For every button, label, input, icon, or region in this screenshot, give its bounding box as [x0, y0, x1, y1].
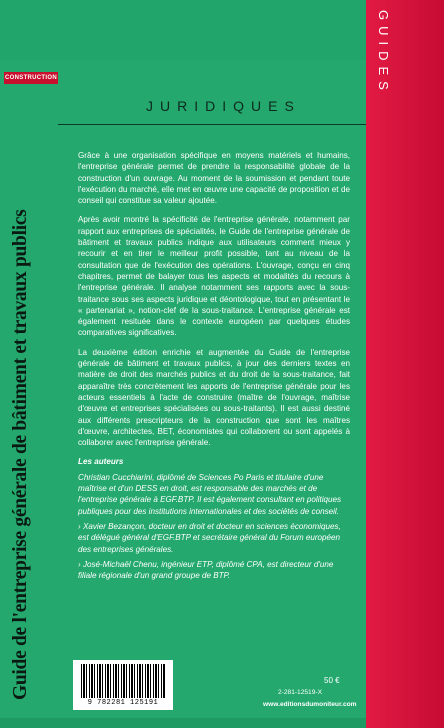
- top-band: [0, 0, 366, 60]
- author-item: › Xavier Bezançon, docteur en droit et docteur en sciences économiques, est délégué général d'EGF.BTP et secrétaire général du Forum européen des entreprises générales.: [78, 521, 341, 554]
- isbn: 2-281-12519-X: [278, 689, 322, 696]
- barcode-bars: [81, 664, 165, 698]
- author-item: › José-Michaël Chenu, ingénieur ETP, diplômé CPA, est directeur d'une filiale régionale d'un grand groupe de BTP.: [78, 559, 334, 581]
- price: 50 €: [324, 676, 340, 685]
- publisher-website: www.editionsdumoniteur.com: [263, 701, 357, 708]
- collection-divider: [58, 124, 366, 125]
- barcode: [73, 660, 173, 710]
- paragraph-overview: Après avoir montré la spécificité de l'entreprise générale, notamment par rapport aux entreprises de spécialités, le Guide de l'entreprise générale de bâtiment et travaux publics indique aux utilisateurs comment mieux y recourir et en tirer le meilleur profit possible, tant au niveau de la consultation que de l'exécution des opérations. L'ouvrage, conçu en cinq chapitres, permet de balayer tous les aspects et modalités du recours à l'entreprise générale. Il analyse notamment ses rapports avec la sous-traitance sous ses aspects juridique et déontologique, tout en présentant le « partenariat », notion-clef de la sous-traitance. L'entreprise générale est également resituée dans le contexte européen par quelques études comparatives significatives.: [78, 215, 350, 338]
- vertical-title-area: [10, 130, 58, 700]
- paragraph-edition: La deuxième édition enrichie et augmentée du Guide de l'entreprise générale de bâtiment et travaux publics, à jour des derniers textes en matière de droit des marchés publics et du droit de la sous-traitance, fait apparaître très concrètement les apports de l'entreprise générale pour les acteurs essentiels à l'acte de construire (maître de l'ouvrage, maîtrise d'œuvre et entreprises spécialisées ou sous-traitants). Il est aussi destiné aux différents prescripteurs de la construction que sont les maîtres d'œuvre, architectes, BET, économistes qui collaborent ou sont appelés à collaborer avec l'entreprise générale.: [78, 347, 350, 448]
- paragraph-intro: Grâce à une organisation spécifique en moyens matériels et humains, l'entreprise générale permet de prendre la responsabilité globale de la construction d'un ouvrage. Au moment de la soumission et pendant toute l'exécution du marché, elle met en œuvre une capacité de proposition et de conseil qui constitue sa valeur ajoutée.: [78, 151, 350, 206]
- category-badge: CONSTRUCTION: [4, 72, 58, 84]
- authors-heading: Les auteurs: [78, 457, 124, 467]
- series-label: GUIDES: [376, 10, 391, 96]
- vertical-title: Guide de l'entreprise générale de bâtiment et travaux publics: [10, 209, 31, 700]
- back-cover-text: [78, 150, 350, 585]
- barcode-number: 9 782281 125191: [87, 699, 159, 707]
- collection-name: JURIDIQUES: [146, 98, 301, 114]
- bottom-band: [0, 718, 366, 728]
- author-item: Christian Cucchiarini, diplômé de Sciences Po Paris et titulaire d'une maîtrise et d'un DESS en droit, est responsable des marchés et de l'entreprise générale à EGF.BTP. Il est également consultant en politiques publiques pour des institutions internationales et des sociétés de conseil.: [78, 472, 342, 516]
